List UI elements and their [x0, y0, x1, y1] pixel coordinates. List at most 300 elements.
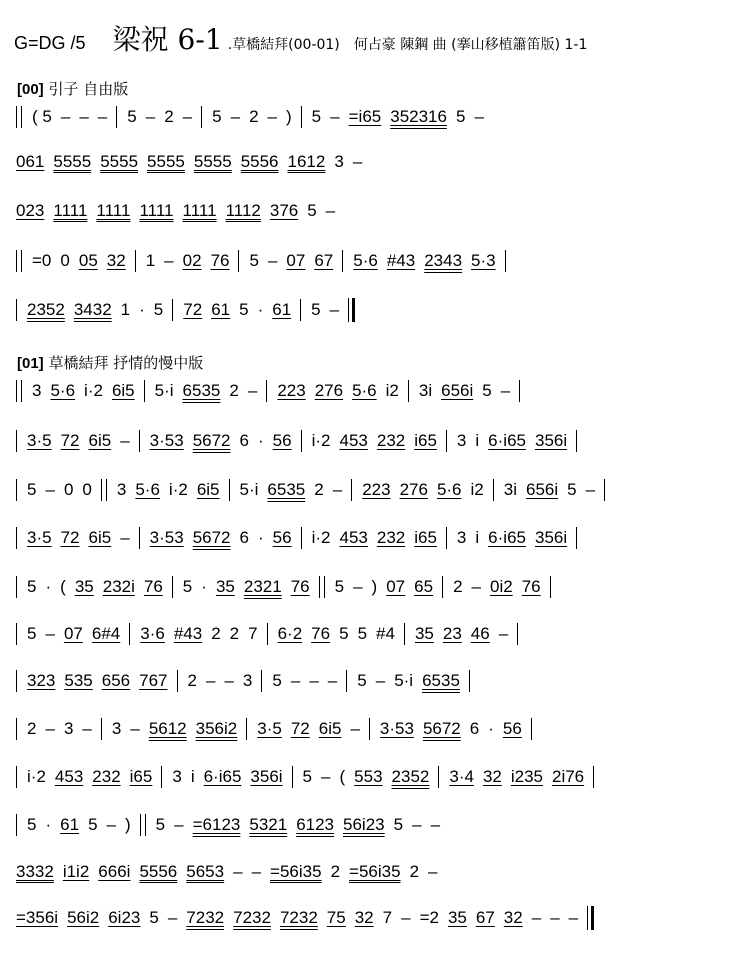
note-token: 2i76: [552, 767, 585, 786]
note-token: 5555: [53, 151, 92, 171]
note-token: 276: [399, 480, 428, 499]
note-token: 76: [143, 577, 163, 596]
repeat-barline: [16, 380, 22, 402]
note-token: 61: [272, 300, 292, 319]
notation-line: [16, 623, 528, 651]
note-token: i·2: [311, 528, 331, 547]
note-token: –: [82, 719, 92, 738]
note-token: –: [329, 300, 340, 319]
note-token: 5·6: [436, 480, 462, 499]
note-token: 2343: [424, 251, 463, 270]
note-token: 2: [409, 861, 420, 881]
notation-line: [16, 906, 600, 934]
note-token: –: [412, 815, 422, 834]
note-token: 5555: [147, 151, 185, 171]
note-token: 6#4: [91, 624, 121, 643]
note-token: 5: [153, 300, 164, 319]
note-token: 76: [290, 577, 310, 596]
note-token: 61: [211, 300, 231, 319]
note-token: 5: [311, 300, 321, 319]
note-token: 223: [277, 381, 306, 400]
note-token: 5: [212, 107, 222, 126]
note-token: –: [375, 671, 386, 690]
note-token: 5: [357, 624, 368, 643]
note-token: i·2: [27, 767, 46, 786]
notation-line: [16, 151, 371, 179]
note-token: 3: [456, 528, 467, 547]
note-token: –: [45, 624, 55, 643]
note-token: 5: [182, 577, 193, 596]
note-token: 72: [290, 719, 310, 738]
barline: [16, 479, 17, 501]
note-token: –: [352, 151, 363, 171]
barline: [576, 527, 577, 549]
note-token: =56i35: [349, 861, 401, 881]
note-token: 5: [302, 767, 313, 786]
notation-line: [16, 106, 493, 134]
note-token: 5: [393, 815, 404, 834]
note-token: –: [550, 908, 560, 927]
barline: [408, 380, 409, 402]
note-token: 656: [101, 671, 131, 690]
note-token: –: [309, 671, 319, 690]
note-token: 232: [376, 431, 406, 450]
note-token: –: [230, 107, 241, 126]
note-token: –: [145, 107, 156, 126]
note-token: i: [190, 767, 195, 786]
notation-line: [16, 670, 480, 698]
note-token: 5·6: [352, 381, 377, 400]
note-token: ·: [201, 577, 207, 596]
note-token: 1111: [96, 200, 131, 220]
note-token: 32: [503, 908, 523, 927]
notation-line: [16, 380, 530, 408]
score-subtitle: .草橋結拜(00-01) 何占豪 陳鋼 曲 (搴山移植簫笛版) 1-1: [227, 37, 588, 53]
note-token: –: [130, 719, 140, 738]
note-token: i: [475, 431, 480, 450]
note-token: =i65: [348, 107, 382, 126]
note-token: 656i: [441, 381, 474, 400]
note-token: 6·i65: [203, 767, 242, 786]
note-token: 07: [286, 251, 306, 270]
note-token: 67: [314, 251, 334, 270]
note-token: 376: [269, 200, 299, 220]
note-token: 356i: [534, 528, 568, 547]
note-token: –: [45, 480, 55, 499]
note-token: 0: [60, 251, 70, 270]
note-token: –: [79, 107, 89, 126]
note-token: 76: [210, 251, 230, 270]
note-token: 6535: [267, 480, 306, 499]
note-token: 67: [475, 908, 495, 927]
note-token: 5·3: [471, 251, 496, 270]
note-token: 3432: [73, 300, 112, 319]
note-token: –: [97, 107, 108, 126]
note-token: 5321: [249, 815, 288, 834]
note-token: 5672: [422, 719, 461, 738]
note-token: 5: [239, 300, 249, 319]
note-token: 07: [386, 577, 406, 596]
note-token: ): [286, 107, 292, 126]
note-token: 6: [239, 431, 249, 450]
barline: [129, 623, 130, 645]
note-token: 3·5: [257, 719, 282, 738]
note-token: 232: [376, 528, 406, 547]
section-00-heading: [17, 78, 128, 99]
note-token: 76: [521, 577, 541, 596]
note-token: 2: [249, 107, 259, 126]
barline: [301, 527, 302, 549]
note-token: –: [106, 815, 116, 834]
note-token: i·2: [84, 381, 103, 400]
note-token: 75: [326, 908, 346, 927]
note-token: i65: [414, 431, 437, 450]
note-token: 232i: [102, 577, 135, 596]
barline: [16, 299, 17, 321]
note-token: –: [60, 107, 71, 126]
notation-line: [16, 430, 587, 458]
note-token: 356i: [534, 431, 568, 450]
barline: [177, 670, 178, 692]
barline: [604, 479, 605, 501]
note-token: 02: [182, 251, 202, 270]
double-barline: [101, 479, 107, 501]
note-token: 5·i: [154, 381, 174, 400]
note-token: 7232: [279, 908, 318, 927]
note-token: –: [498, 624, 509, 643]
repeat-barline: [16, 106, 22, 128]
note-token: 61: [60, 815, 80, 834]
note-token: –: [471, 577, 481, 596]
note-token: –: [120, 431, 130, 450]
barline: [16, 670, 17, 692]
notation-line: [16, 250, 516, 278]
note-token: 3i: [503, 480, 517, 499]
note-token: –: [247, 381, 258, 400]
barline: [519, 380, 520, 402]
note-token: 0: [82, 480, 92, 499]
note-token: 3·53: [149, 431, 184, 450]
note-token: 3332: [16, 861, 54, 881]
note-token: 535: [64, 671, 93, 690]
note-token: 5612: [148, 719, 187, 738]
note-token: –: [167, 908, 178, 927]
note-token: 35: [414, 624, 434, 643]
note-token: 5: [334, 577, 345, 596]
note-token: 276: [314, 381, 344, 400]
note-token: 35: [74, 577, 94, 596]
note-token: 56i23: [343, 815, 385, 834]
score-title: 梁祝 6-1: [112, 23, 223, 56]
note-token: 3·5: [27, 431, 52, 450]
barline: [267, 623, 268, 645]
note-token: 3: [242, 671, 253, 690]
barline: [531, 718, 532, 740]
note-token: 3: [32, 381, 42, 400]
note-token: –: [120, 528, 130, 547]
note-token: i·2: [168, 480, 188, 499]
note-token: 656i: [525, 480, 559, 499]
note-token: 5: [27, 577, 37, 596]
note-token: ·: [257, 528, 264, 547]
note-token: 5: [149, 908, 159, 927]
note-token: 72: [60, 528, 80, 547]
section-label: 引子 自由版: [48, 80, 129, 98]
barline: [369, 718, 370, 740]
note-token: ): [125, 815, 131, 834]
notation-line: [16, 861, 447, 889]
note-token: 3: [111, 719, 122, 738]
note-token: –: [330, 107, 340, 126]
note-token: 5: [27, 815, 37, 834]
barline: [172, 576, 173, 598]
note-token: 5: [272, 671, 282, 690]
note-token: 5555: [193, 151, 232, 171]
note-token: –: [164, 251, 174, 270]
note-token: 453: [54, 767, 84, 786]
note-token: 3: [172, 767, 182, 786]
barline: [351, 479, 352, 501]
note-token: 6i5: [196, 480, 220, 499]
note-token: –: [290, 671, 301, 690]
barline: [593, 766, 594, 788]
note-token: –: [325, 200, 336, 220]
note-token: 46: [470, 624, 490, 643]
note-token: 5: [482, 381, 492, 400]
note-token: #4: [376, 624, 395, 643]
barline: [201, 106, 202, 128]
note-token: i2: [470, 480, 484, 499]
note-token: ·: [45, 577, 52, 596]
barline: [144, 380, 145, 402]
note-token: 2: [314, 480, 324, 499]
note-token: 6i5: [88, 528, 112, 547]
barline: [16, 623, 17, 645]
note-token: 5: [339, 624, 349, 643]
note-token: –: [430, 815, 441, 834]
note-token: 76: [311, 624, 331, 643]
note-token: –: [267, 107, 277, 126]
notation-line: [16, 814, 449, 842]
key-signature: G=DG /5: [14, 33, 86, 53]
barline: [300, 299, 301, 321]
barline: [116, 106, 117, 128]
notation-line: [16, 298, 361, 326]
note-token: –: [327, 671, 338, 690]
note-token: 5·6: [353, 251, 378, 270]
note-token: 3: [63, 719, 74, 738]
note-token: 1612: [287, 151, 326, 171]
note-token: 1111: [182, 200, 217, 220]
note-token: 5653: [186, 861, 225, 881]
note-token: (: [60, 577, 66, 596]
note-token: 2: [187, 671, 197, 690]
note-token: –: [531, 908, 542, 927]
note-token: 6i5: [111, 381, 135, 400]
note-token: 7232: [186, 908, 225, 927]
note-token: 32: [482, 767, 502, 786]
note-token: 5: [455, 107, 466, 126]
barline: [139, 527, 140, 549]
note-token: –: [401, 908, 411, 927]
barline: [292, 766, 293, 788]
note-token: 32: [354, 908, 374, 927]
notation-line: [16, 718, 542, 746]
note-token: 5: [27, 624, 37, 643]
note-token: 5: [27, 480, 37, 499]
note-token: 05: [78, 251, 98, 270]
note-token: 56i2: [67, 908, 100, 927]
note-token: 2352: [27, 300, 65, 319]
note-token: 356i2: [195, 719, 238, 738]
note-token: 232: [92, 767, 121, 786]
note-token: –: [174, 815, 184, 834]
barline: [135, 250, 136, 272]
barline: [238, 250, 239, 272]
note-token: ): [371, 577, 378, 596]
note-token: 5: [127, 107, 137, 126]
note-token: ·: [257, 431, 264, 450]
note-token: –: [585, 480, 596, 499]
double-barline: [319, 576, 325, 598]
note-token: 0i2: [490, 577, 513, 596]
note-token: 5556: [139, 861, 178, 881]
note-token: 5556: [240, 151, 279, 171]
section-01-heading: [17, 352, 203, 373]
barline: [576, 430, 577, 452]
note-token: 5672: [192, 528, 231, 547]
note-token: 7: [382, 908, 393, 927]
note-token: 767: [139, 671, 168, 690]
note-token: 2: [229, 381, 239, 400]
barline: [438, 766, 439, 788]
note-token: 72: [183, 300, 203, 319]
note-token: –: [568, 908, 579, 927]
note-token: 5: [311, 107, 322, 126]
note-token: –: [182, 107, 193, 126]
note-token: =2: [419, 908, 439, 927]
note-token: –: [233, 861, 243, 881]
barline: [161, 766, 162, 788]
note-token: =0: [32, 251, 52, 270]
note-token: i65: [129, 767, 153, 786]
note-token: –: [474, 107, 484, 126]
notation-line: [16, 766, 604, 794]
note-token: ·: [45, 815, 52, 834]
note-token: i: [475, 528, 480, 547]
note-token: 5: [88, 815, 98, 834]
note-token: 5: [307, 200, 317, 220]
double-barline: [140, 814, 146, 836]
note-token: 5·6: [135, 480, 160, 499]
note-token: 5555: [100, 151, 139, 171]
note-token: 453: [339, 528, 368, 547]
barline: [346, 670, 347, 692]
repeat-barline: [16, 250, 22, 272]
note-token: 3·5: [27, 528, 52, 547]
notation-line: [16, 479, 615, 507]
section-tag: [00]: [17, 81, 44, 98]
note-token: 5·i: [394, 671, 414, 690]
barline: [16, 718, 17, 740]
note-token: –: [428, 861, 438, 881]
note-token: 56: [272, 431, 292, 450]
notation-line: [16, 527, 587, 555]
score-header: [14, 18, 724, 58]
note-token: 6: [469, 719, 480, 738]
note-token: 3·53: [149, 528, 184, 547]
note-token: 3·4: [449, 767, 474, 786]
note-token: –: [205, 671, 216, 690]
note-token: 3i: [418, 381, 433, 400]
note-token: 1111: [53, 200, 88, 220]
note-token: 3: [116, 480, 127, 499]
note-token: 6123: [296, 815, 335, 834]
note-token: 56: [502, 719, 522, 738]
note-token: 72: [60, 431, 80, 450]
barline: [493, 479, 494, 501]
note-token: #43: [386, 251, 416, 270]
note-token: –: [353, 577, 363, 596]
note-token: 3: [456, 431, 467, 450]
note-token: 5672: [192, 431, 231, 450]
note-token: 0: [63, 480, 74, 499]
barline: [517, 623, 518, 645]
note-token: ·: [257, 300, 264, 319]
note-token: 453: [339, 431, 368, 450]
note-token: 2: [330, 861, 341, 881]
note-token: –: [251, 861, 262, 881]
barline: [139, 430, 140, 452]
note-token: ·: [139, 300, 145, 319]
note-token: 7232: [233, 908, 271, 927]
note-token: 2321: [243, 577, 282, 596]
barline: [301, 106, 302, 128]
note-token: 5: [155, 815, 166, 834]
note-token: 1112: [225, 200, 261, 220]
note-token: 2: [229, 624, 240, 643]
note-token: i235: [510, 767, 543, 786]
note-token: –: [224, 671, 234, 690]
note-token: 023: [16, 200, 45, 220]
note-token: 35: [447, 908, 467, 927]
note-token: 6i23: [108, 908, 141, 927]
note-token: 5·6: [50, 381, 76, 400]
note-token: 553: [354, 767, 383, 786]
final-barline: [348, 298, 355, 322]
note-token: (: [339, 767, 346, 786]
barline: [16, 766, 17, 788]
note-token: 5: [567, 480, 577, 499]
note-token: 6: [239, 528, 249, 547]
note-token: 6·2: [277, 624, 303, 643]
note-token: 1: [145, 251, 156, 270]
barline: [261, 670, 262, 692]
note-token: –: [500, 381, 511, 400]
note-token: 6·i65: [488, 431, 526, 450]
note-token: 7: [248, 624, 258, 643]
note-token: –: [267, 251, 278, 270]
note-token: 56: [272, 528, 292, 547]
barline: [446, 527, 447, 549]
note-token: –: [332, 480, 343, 499]
note-token: 5·i: [239, 480, 259, 499]
note-token: 323: [27, 671, 56, 690]
note-token: 23: [442, 624, 462, 643]
note-token: ( 5: [32, 107, 52, 126]
note-token: 5: [357, 671, 367, 690]
note-token: –: [350, 719, 360, 738]
